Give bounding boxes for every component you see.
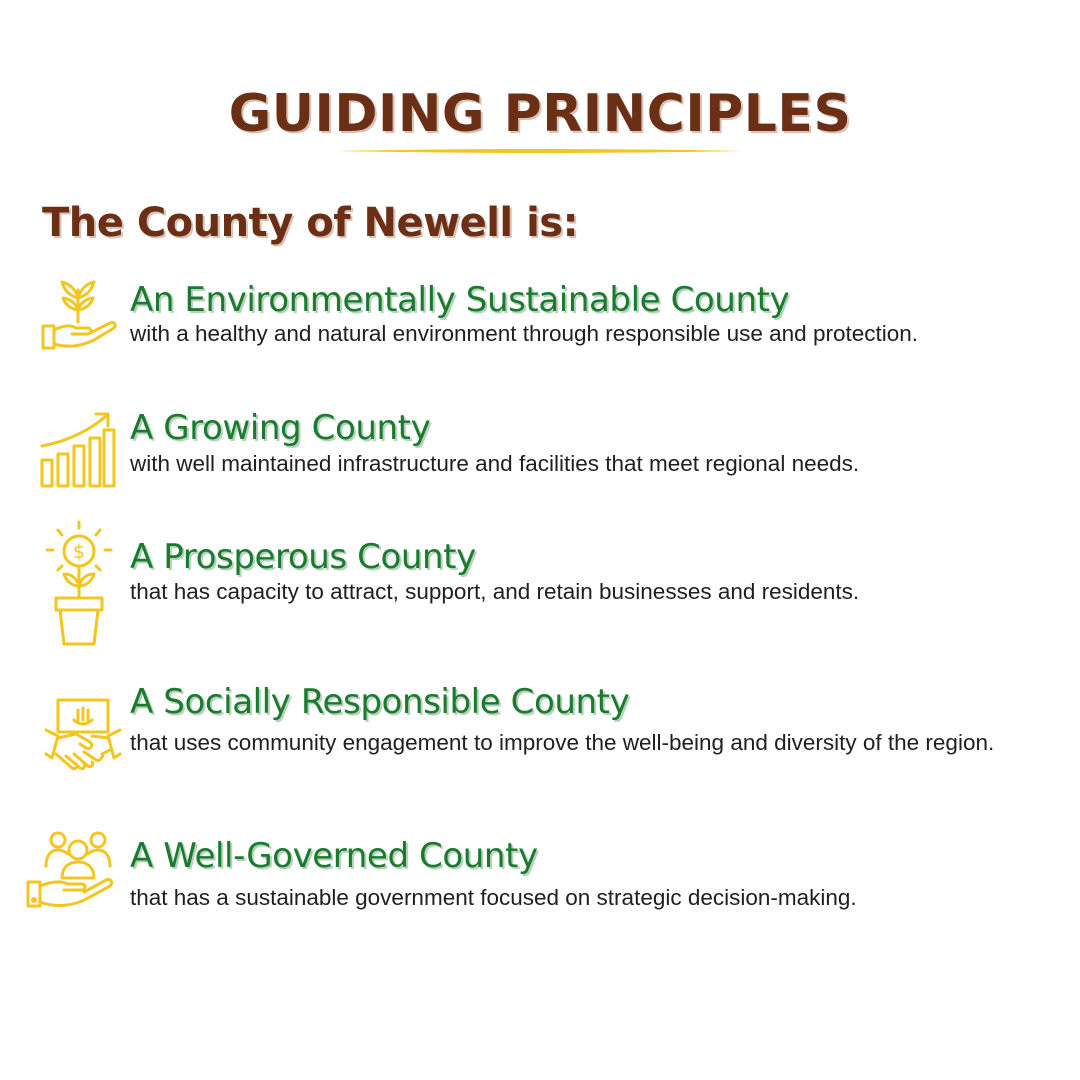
handshake-icon — [44, 694, 124, 774]
principle-heading: A Socially Responsible County — [130, 682, 630, 722]
title-underline — [335, 148, 745, 154]
money-plant-icon — [44, 520, 114, 648]
page-title: GUIDING PRINCIPLES — [228, 84, 852, 144]
principle-description: with well maintained infrastructure and facilities that meet regional needs. — [130, 451, 860, 476]
principle-heading: An Environmentally Sustainable County — [130, 280, 790, 320]
principle-heading: A Well-Governed County — [130, 836, 538, 876]
principle-heading: A Prosperous County — [130, 537, 476, 577]
principle-description: that uses community engagement to improve the well-being and diversity of the region. — [130, 730, 995, 755]
growth-chart-icon — [40, 410, 118, 490]
principle-description: that has a sustainable government focused on strategic decision-making. — [130, 885, 857, 910]
principle-heading: A Growing County — [130, 408, 431, 448]
plant-in-hand-icon — [40, 276, 120, 352]
principle-description: with a healthy and natural environment through responsible use and protection. — [130, 321, 919, 346]
people-in-hand-icon — [26, 830, 118, 912]
subtitle: The County of Newell is: — [42, 200, 579, 246]
principle-description: that has capacity to attract, support, and retain businesses and residents. — [130, 579, 860, 604]
svg-text:$: $ — [72, 541, 86, 563]
